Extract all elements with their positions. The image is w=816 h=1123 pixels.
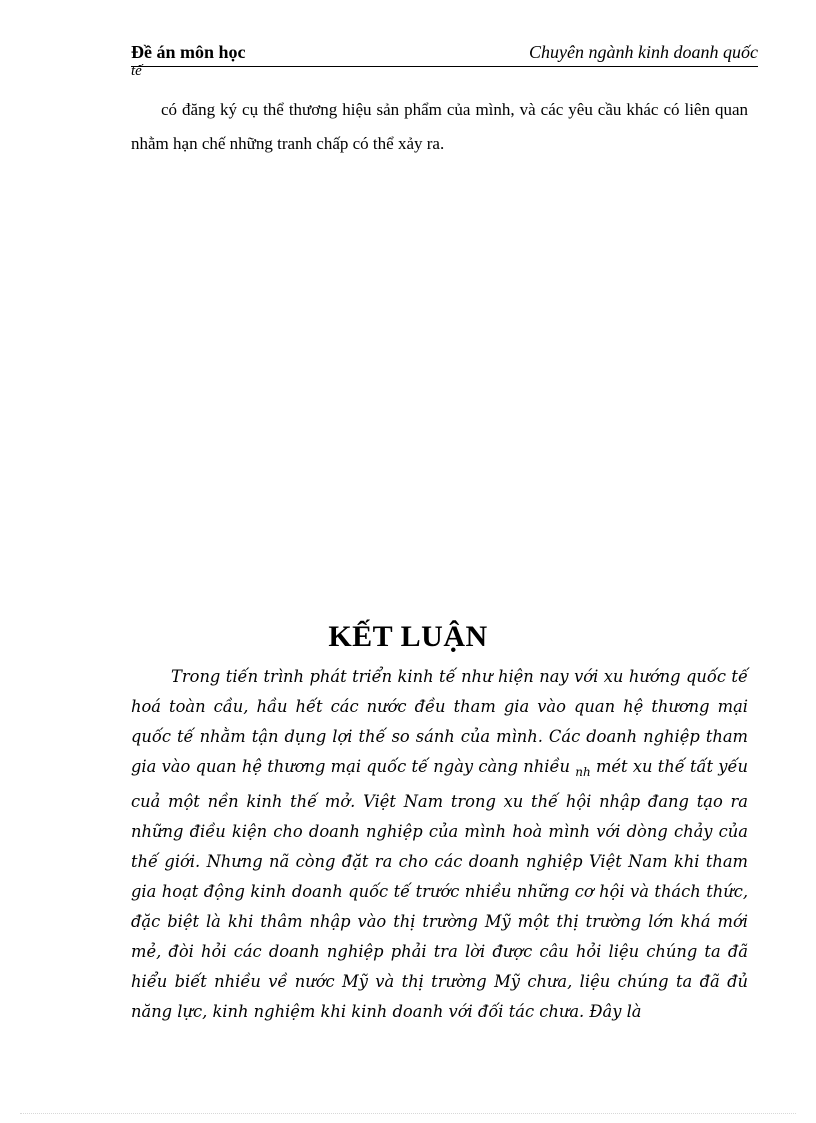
conclusion-text-part2: mét xu thế tất yếu cuả một nền kinh thế mở. Việt Nam trong xu thế hội nhập đang tạo ra những điều kiện cho doanh nghiệp của mình hoà mình với dòng chảy của thế giới. Nhưng nã còng đặt ra cho các doanh nghiệp Việt Nam khi tham gia hoạt động kinh doanh quốc tế trước nhiều những cơ hội và thách thức, đặc biệt là khi thâm nhập vào thị trường Mỹ một thị trường lớn khá mới mẻ, đòi hỏi các doanh nghiệp phải tra lời được câu hỏi liệu chúng ta đã hiểu biết nhiều về nước Mỹ và thị trường Mỹ chưa, liệu chúng ta đã đủ năng lực, kinh nghiệm khi kinh doanh với đối tác chưa. Đây là	[131, 757, 749, 1021]
header-course-label: Đề án môn học	[131, 42, 246, 62]
footer-dotted-rule	[20, 1113, 796, 1114]
conclusion-text-part1: Trong tiến trình phát triển kinh tế như hiện nay với xu hướng quốc tế hoá toàn cầu, hầu hết các nước đều tham gia vào quan hệ thương mại quốc tế nhằm tận dụng lợi thế so sánh của mình. Các doanh nghiệp tham gia vào quan hệ thương mại quốc tế ngày càng nhiều	[131, 667, 748, 776]
header-major-label: Chuyên ngành kinh doanh quốc	[529, 42, 758, 62]
text-artifact: nh	[575, 765, 591, 779]
header-major-label-continued: tế	[131, 63, 142, 79]
paragraph-top-text: có đăng ký cụ thể thương hiệu sản phẩm của mình, và các yêu cầu khác có liên quan nhằm hạn chế những tranh chấp có thể xảy ra.	[131, 100, 748, 153]
header-divider	[131, 66, 758, 67]
paragraph-top	[131, 93, 748, 161]
conclusion-paragraph	[131, 662, 748, 1027]
section-title: KẾT LUẬN	[328, 620, 488, 653]
